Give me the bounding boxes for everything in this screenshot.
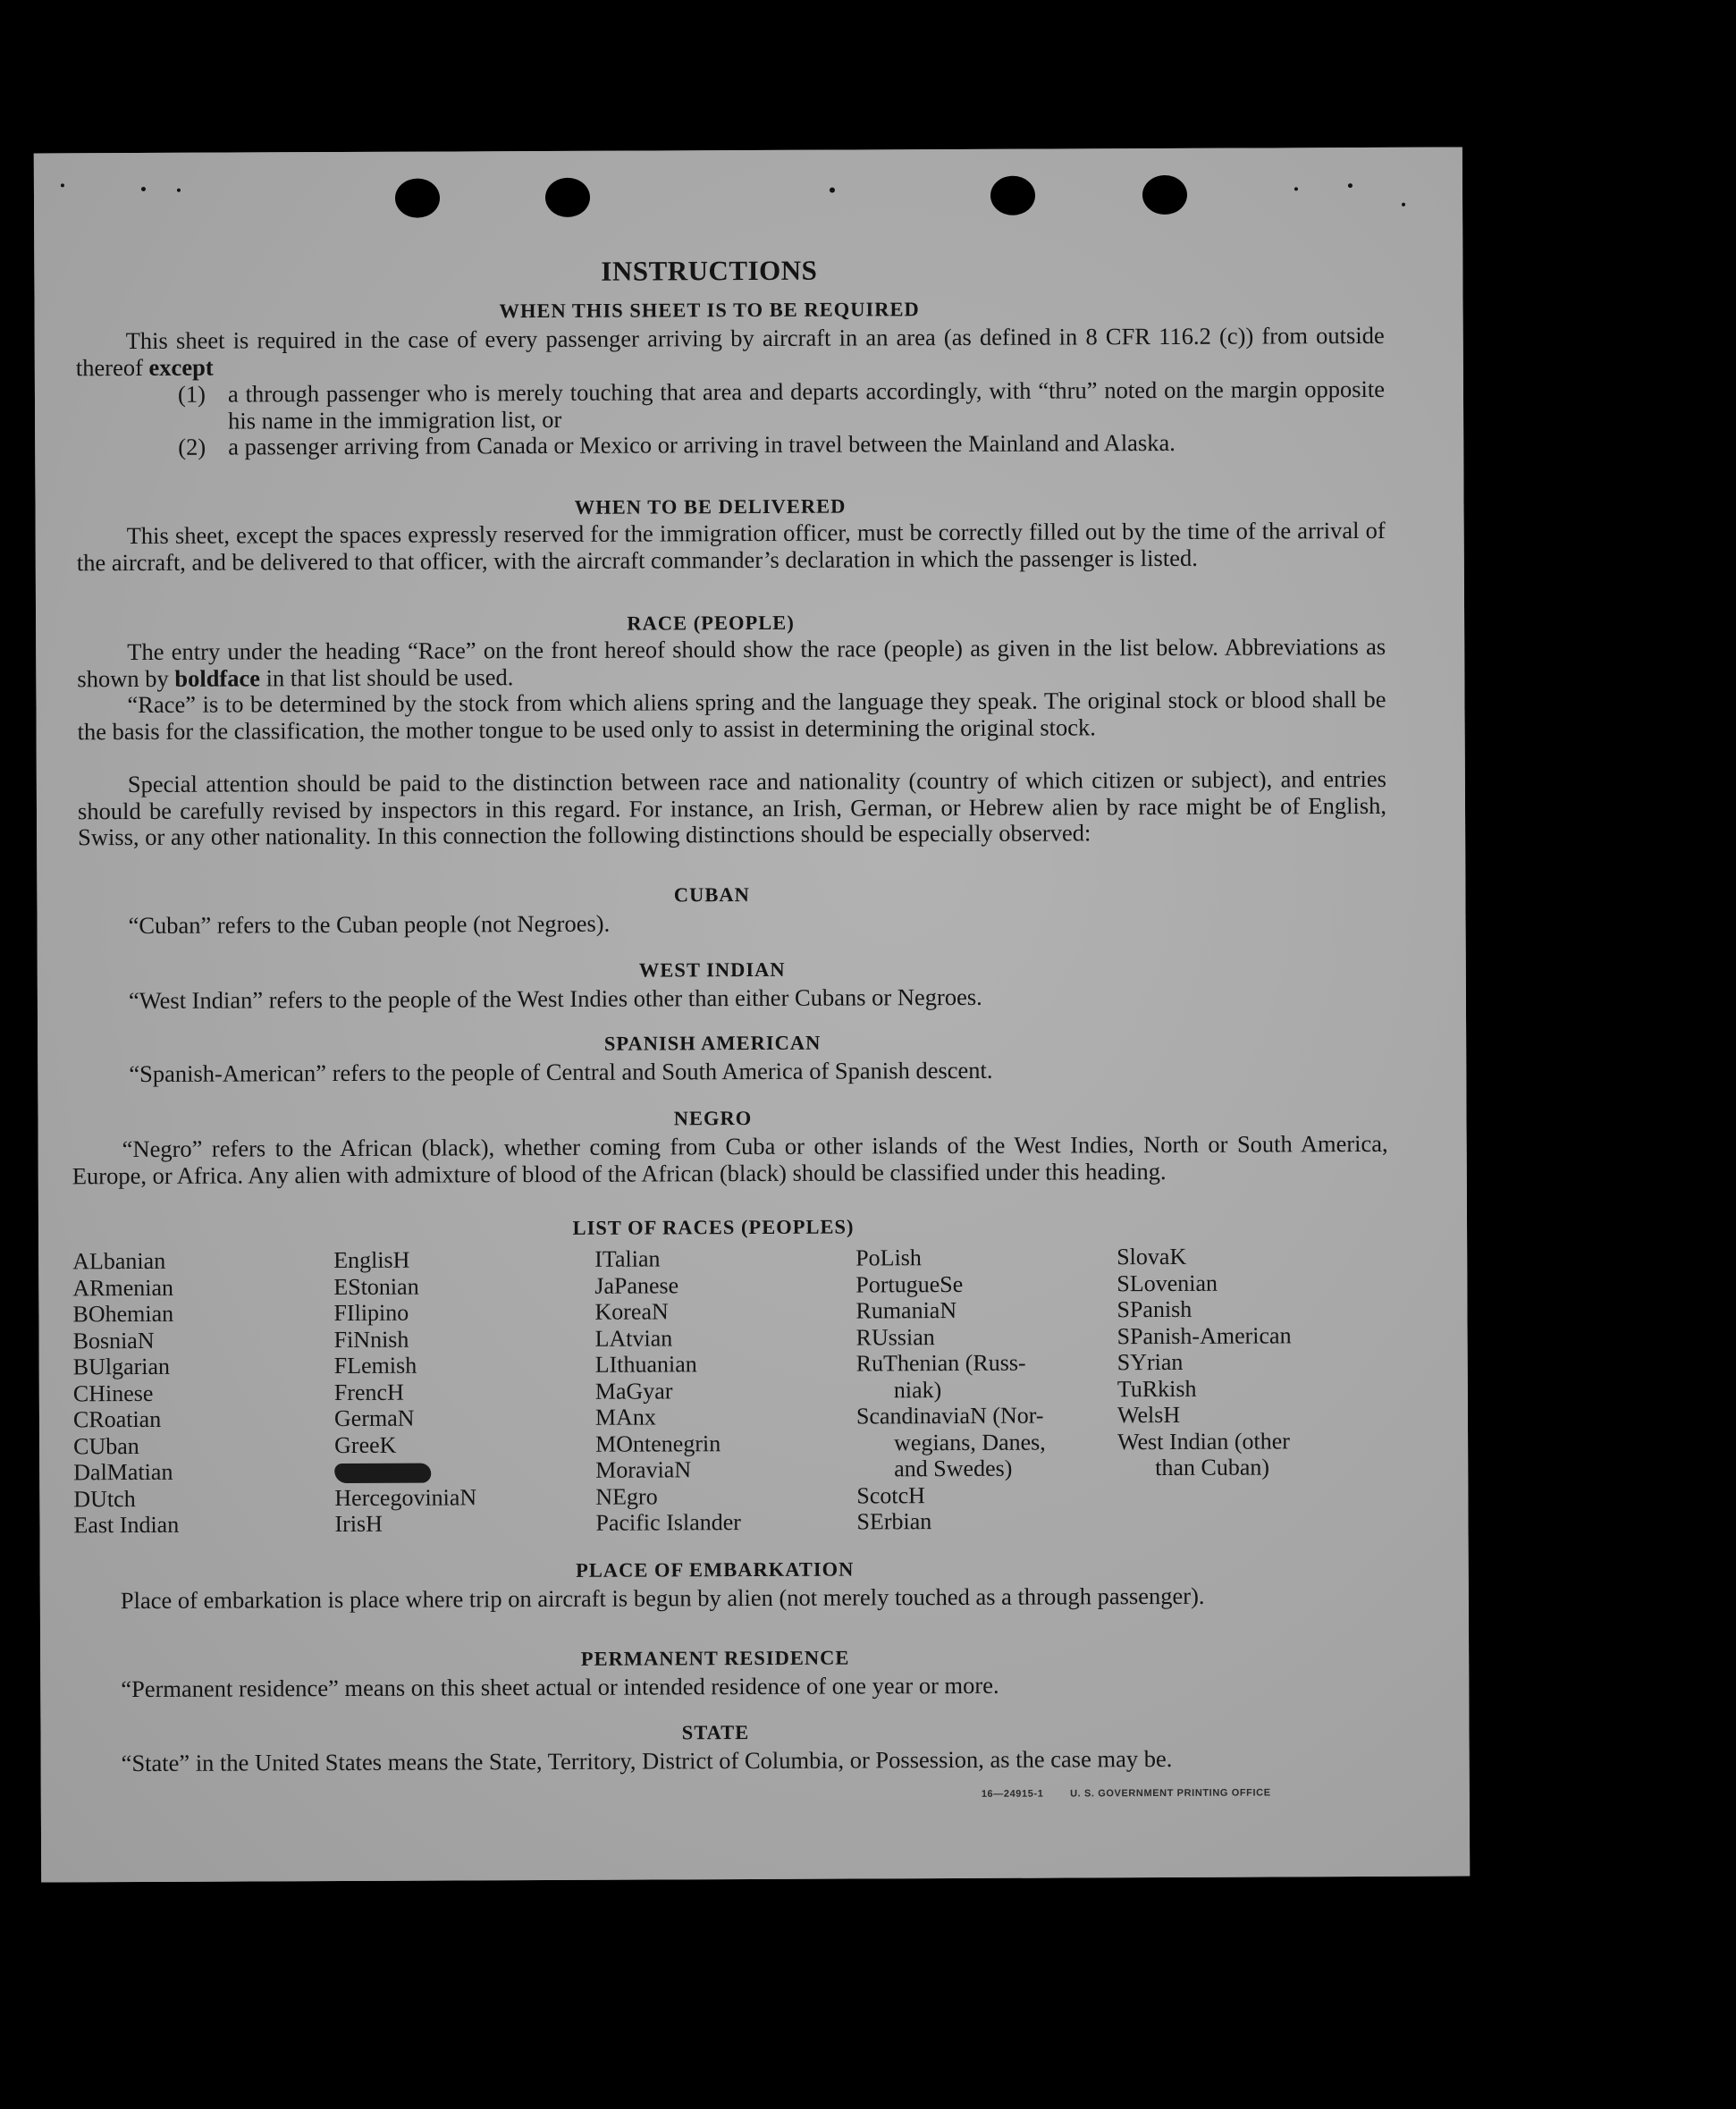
paragraph-text: “West Indian” refers to the people of the West Indies other than either Cubans or Negroes.	[128, 983, 982, 1015]
race-entry: CRoatian	[72, 1405, 162, 1433]
race-entry: IrisH	[334, 1510, 383, 1538]
race-entry: NEgro	[595, 1482, 658, 1510]
race-entry: SLovenian	[1117, 1270, 1218, 1296]
race-entry: ScandinaviaN (Nor-	[855, 1402, 1044, 1430]
section-heading: LIST OF RACES (PEOPLES)	[572, 1215, 855, 1239]
race-entry: BUlgarian	[72, 1353, 171, 1380]
bold-text: boldface	[174, 663, 261, 692]
race-list	[72, 1243, 1387, 1539]
punch-hole	[1142, 175, 1187, 215]
race-entry: ITalian	[594, 1245, 661, 1272]
paragraph	[77, 687, 1386, 745]
paragraph-text: “Negro” refers to the African (black), whether coming from Cuba or other islands of the West Indies, North or South America, Europe, or Africa. Any alien with admixture of blood of the African (black) should be classified under this heading.	[72, 1129, 1388, 1189]
list-number: (2)	[178, 433, 206, 460]
redacted-entry	[334, 1457, 595, 1485]
speck	[1294, 187, 1298, 190]
speck	[61, 183, 64, 187]
race-entry: FIlipino	[333, 1299, 409, 1327]
race-entry-continued: wegians, Danes,	[894, 1429, 1046, 1455]
race-entry: BOhemian	[72, 1300, 174, 1328]
race-entry: RuThenian (Russ-	[855, 1349, 1026, 1377]
race-entry: FrencH	[333, 1379, 404, 1405]
speck	[1402, 203, 1405, 207]
race-entry: FiNnish	[333, 1326, 409, 1353]
punch-hole	[545, 178, 590, 217]
paragraph-text: Special attention should be paid to the distinction between race and nationality (country of which citizen or subject), and entries should be carefully revised by inspectors in this regard. For instance, an Irish, German, or Hebrew alien by race might be of English, Swiss, or any other nationality. In this connection the following distinctions should be especially observed:	[77, 764, 1387, 851]
race-entry: East Indian	[73, 1511, 180, 1539]
paragraph	[77, 518, 1386, 576]
paragraph-text: Place of embarkation is place where trip on aircraft is begun by alien (not merely touched as a through passenger).	[120, 1582, 1205, 1615]
speck	[141, 187, 146, 191]
speck	[1348, 183, 1353, 188]
race-entry-continued: than Cuban)	[1155, 1454, 1270, 1481]
race-entry: LIthuanian	[594, 1351, 697, 1378]
race-entry: MoraviaN	[595, 1456, 692, 1483]
race-entry: MOntenegrin	[595, 1430, 721, 1457]
race-entry: DalMatian	[73, 1458, 173, 1486]
paragraph	[78, 907, 1386, 940]
paragraph	[71, 1671, 1376, 1703]
race-entry: West Indian (other	[1117, 1427, 1290, 1455]
paragraph	[71, 1582, 1376, 1615]
race-column	[72, 1247, 334, 1539]
paragraph-text: The entry under the heading “Race” on the front hereof should show the race (people) as given in the list below. Abbreviations as shown by	[77, 632, 1386, 692]
race-entry: JaPanese	[594, 1271, 679, 1299]
section-heading: WHEN THIS SHEET IS TO BE REQUIRED	[499, 298, 920, 323]
race-entry: SlovaK	[1117, 1243, 1187, 1270]
bold-text: except	[148, 353, 214, 381]
section-heading: WHEN TO BE DELIVERED	[574, 494, 847, 519]
page-title: INSTRUCTIONS	[601, 254, 818, 287]
race-entry: TuRkish	[1117, 1375, 1197, 1402]
list-item	[178, 429, 1385, 460]
speck	[177, 189, 181, 192]
paragraph	[72, 1131, 1388, 1189]
paragraph	[77, 634, 1386, 692]
section-heading: WEST INDIAN	[638, 957, 786, 982]
redaction-mark	[334, 1464, 431, 1483]
paragraph-text: “Race” is to be determined by the stock from which aliens spring and the language they speak. The original stock or blood shall be the basis for the classification, the mother tongue to be used only to assist in determining the original stock.	[77, 685, 1386, 745]
race-entry: EnglisH	[333, 1246, 410, 1274]
race-entry: LAtvian	[594, 1324, 673, 1352]
paragraph	[72, 1745, 1377, 1777]
race-entry: SPanish-American	[1117, 1321, 1292, 1349]
race-entry: CHinese	[72, 1379, 154, 1406]
section-heading: PLACE OF EMBARKATION	[576, 1557, 855, 1582]
race-entry: HercegoviniaN	[334, 1483, 477, 1511]
paragraph-text: This sheet is required in the case of every passenger arriving by aircraft in an area (as defined in 8 CFR 116.2 (c)) from outside thereof	[75, 321, 1385, 381]
speck	[830, 188, 835, 193]
race-entry: ALbanian	[72, 1247, 166, 1275]
section-heading: RACE (PEOPLE)	[627, 611, 795, 635]
printer-footer	[982, 1780, 1271, 1808]
form-number: 16—24915-1	[981, 1788, 1044, 1800]
paragraph	[76, 323, 1385, 381]
section-heading: NEGRO	[673, 1107, 753, 1130]
race-column	[1117, 1243, 1386, 1534]
race-entry: GreeK	[334, 1431, 397, 1458]
paragraph-text: in that list should be used.	[265, 662, 514, 691]
paragraph-text: “Permanent residence” means on this sheet actual or intended residence of one year or more.	[121, 1671, 999, 1703]
race-entry: ScotcH	[856, 1481, 925, 1508]
race-entry: GermaN	[333, 1405, 415, 1432]
list-text: a through passenger who is merely touching that area and departs accordingly, with “thru” noted on the margin opposite his name in the immigration list, or	[227, 375, 1386, 434]
section-heading: CUBAN	[673, 883, 750, 907]
paragraph	[79, 983, 1387, 1015]
list-item	[178, 376, 1385, 434]
paragraph	[79, 1056, 1387, 1088]
race-entry-continued: niak)	[893, 1376, 942, 1403]
race-entry: SPanish	[1117, 1295, 1192, 1323]
document-content	[34, 148, 1462, 1800]
race-entry: CUban	[73, 1432, 139, 1459]
race-entry: FLemish	[333, 1352, 417, 1379]
section-heading: SPANISH AMERICAN	[603, 1031, 822, 1055]
printer-name: U. S. GOVERNMENT PRINTING OFFICE	[1070, 1787, 1271, 1800]
race-entry: RUssian	[855, 1323, 935, 1350]
paragraph-text: “Cuban” refers to the Cuban people (not Negroes).	[128, 909, 611, 940]
paragraph	[78, 766, 1386, 851]
race-entry: PoLish	[855, 1244, 922, 1271]
race-entry: ARmenian	[72, 1274, 174, 1301]
race-entry: MAnx	[594, 1404, 656, 1430]
document-sheet	[34, 148, 1470, 1883]
race-column	[333, 1246, 595, 1538]
race-entry: DUtch	[73, 1485, 136, 1512]
race-entry: EStonian	[333, 1273, 419, 1300]
punch-hole	[395, 179, 440, 218]
race-entry: BosniaN	[72, 1327, 155, 1354]
list-number: (1)	[177, 380, 206, 408]
paragraph-text: This sheet, except the spaces expressly reserved for the immigration officer, must be correctly filled out by the time of the arrival of the aircraft, and be delivered to that officer, with the aircraft commander’s declaration in which the passenger is listed.	[76, 516, 1386, 576]
race-entry: RumaniaN	[855, 1297, 957, 1324]
race-column	[855, 1244, 1117, 1535]
paragraph-text: “State” in the United States means the State, Territory, District of Columbia, or Possession, as the case may be.	[121, 1744, 1173, 1777]
race-entry: PortugueSe	[855, 1270, 964, 1297]
race-column	[594, 1244, 856, 1536]
race-entry: SYrian	[1117, 1348, 1184, 1376]
punch-hole	[990, 176, 1035, 215]
list-text: a passenger arriving from Canada or Mexico or arriving in travel between the Mainland and Alaska.	[228, 428, 1176, 460]
race-entry: SErbian	[856, 1508, 932, 1535]
race-entry: WelsH	[1117, 1401, 1181, 1429]
race-entry: Pacific Islander	[595, 1509, 741, 1536]
section-heading: STATE	[681, 1721, 750, 1744]
race-entry: KoreaN	[594, 1298, 669, 1325]
race-entry: MaGyar	[594, 1377, 673, 1405]
paragraph-text: “Spanish-American” refers to the people of Central and South America of Spanish descent.	[129, 1056, 993, 1088]
section-heading: PERMANENT RESIDENCE	[580, 1646, 850, 1670]
race-entry-continued: and Swedes)	[894, 1455, 1013, 1482]
